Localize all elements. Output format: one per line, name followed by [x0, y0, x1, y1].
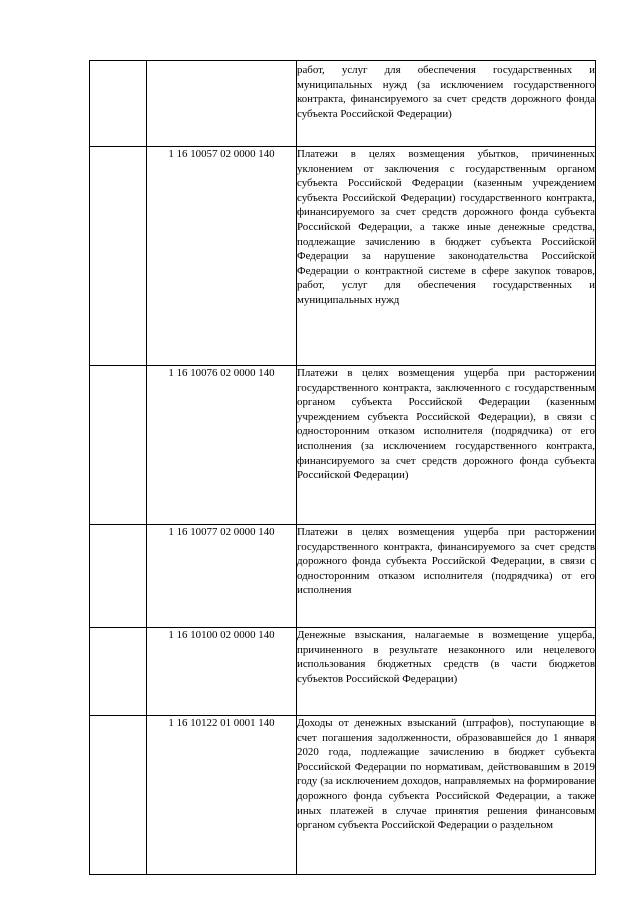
empty-cell: [90, 61, 147, 147]
table-row: [90, 61, 596, 147]
table-row: [90, 366, 596, 525]
empty-cell: [90, 366, 147, 525]
description-cell: работ, услуг для обеспечения государственных и муниципальных нужд (за исключением государственного контракта, финансируемого за счет средств дорожного фонда субъекта Российской Федерации): [297, 61, 596, 147]
code-cell: 1 16 10077 02 0000 140: [147, 525, 297, 628]
description-cell: Доходы от денежных взысканий (штрафов), поступающие в счет погашения задолженности, образовавшейся до 1 января 2020 года, подлежащие зачислению в бюджет субъекта Российской Федерации по нормативам, действовавшим в 2019 году (за исключением доходов, направляемых на формирование дорожного фонда субъекта Российской Федерации, а также иных платежей в случае принятия решения финансовым органом субъекта Российской Федерации о раздельном: [297, 716, 596, 875]
table-body: [90, 61, 596, 875]
description-cell: Платежи в целях возмещения убытков, причиненных уклонением от заключения с государственным органом субъекта Российской Федерации (казенным учреждением субъекта Российской Федерации) государственного контракта, финансируемого за счет средств дорожного фонда субъекта Российской Федерации, а также иные денежные средства, подлежащие зачислению в бюджет субъекта Российской Федерации за нарушение законодательства Российской Федерации о контрактной системе в сфере закупок товаров, работ, услуг для обеспечения государственных и муниципальных нужд: [297, 147, 596, 366]
revenue-codes-table: [89, 60, 596, 875]
empty-cell: [90, 716, 147, 875]
description-cell: Платежи в целях возмещения ущерба при расторжении государственного контракта, финансируемого за счет средств дорожного фонда субъекта Российской Федерации, в связи с односторонним отказом исполнителя (подрядчика) от его исполнения: [297, 525, 596, 628]
empty-cell: [90, 147, 147, 366]
empty-cell: [90, 628, 147, 716]
code-cell: 1 16 10100 02 0000 140: [147, 628, 297, 716]
description-cell: Денежные взыскания, налагаемые в возмещение ущерба, причиненного в результате незаконного или нецелевого использования бюджетных средств (в части бюджетов субъектов Российской Федерации): [297, 628, 596, 716]
code-cell: [147, 61, 297, 147]
code-cell: 1 16 10076 02 0000 140: [147, 366, 297, 525]
description-cell: Платежи в целях возмещения ущерба при расторжении государственного контракта, заключенного с государственным органом субъекта Российской Федерации (казенным учреждением субъекта Российской Федерации), в связи с односторонним отказом исполнителя (подрядчика) от его исполнения (за исключением государственного контракта, финансируемого за счет средств дорожного фонда субъекта Российской Федерации): [297, 366, 596, 525]
table-row: [90, 716, 596, 875]
code-cell: 1 16 10122 01 0001 140: [147, 716, 297, 875]
table-row: [90, 525, 596, 628]
code-cell: 1 16 10057 02 0000 140: [147, 147, 297, 366]
table-row: [90, 628, 596, 716]
empty-cell: [90, 525, 147, 628]
table-row: [90, 147, 596, 366]
